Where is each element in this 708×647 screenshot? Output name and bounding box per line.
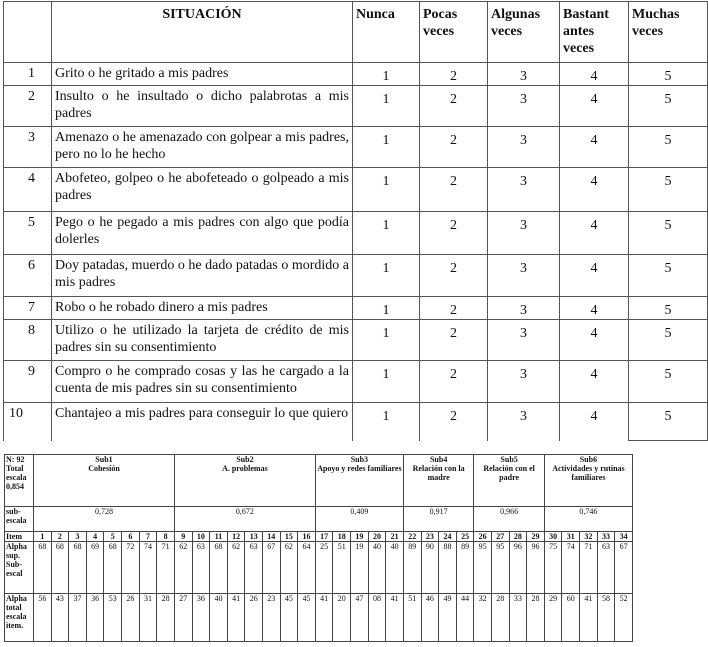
value-pocas-veces: 2	[420, 403, 488, 441]
item-number: 31	[562, 532, 580, 542]
alpha-total-value: 47	[351, 594, 369, 642]
item-number: 8	[157, 532, 175, 542]
item-number: 23	[421, 532, 439, 542]
subscale-description: Actividades y rutinas familiares	[552, 464, 625, 482]
reliability-table	[4, 454, 633, 642]
alpha-sup-value: 71	[580, 542, 598, 594]
alpha-total-value: 41	[227, 594, 245, 642]
item-number: 1	[34, 532, 52, 542]
situation-row	[4, 212, 708, 255]
value-nunca: 1	[353, 255, 420, 297]
value-algunas-veces: 3	[488, 320, 560, 361]
alpha-total-value: 28	[157, 594, 175, 642]
situation-row	[4, 361, 708, 403]
situation-text: Abofeteo, golpeo o he abofeteado o golpeado a mis padres	[52, 168, 353, 212]
subscale-alpha: 0,672	[174, 507, 315, 532]
subscale-description: A. problemas	[222, 464, 268, 473]
value-algunas-veces: 3	[488, 403, 560, 441]
alpha-sup-value: 74	[139, 542, 157, 594]
value-bastantes-veces: 4	[560, 86, 629, 127]
alpha-total-value: 60	[562, 594, 580, 642]
alpha-total-value: 51	[403, 594, 421, 642]
situation-text: Chantajeo a mis padres para conseguir lo que quiero	[52, 403, 353, 441]
alpha-total-value: 40	[210, 594, 228, 642]
value-muchas-veces: 5	[629, 255, 708, 297]
value-algunas-veces: 3	[488, 168, 560, 212]
value-bastantes-veces: 4	[560, 361, 629, 403]
alpha-total-value: 32	[474, 594, 492, 642]
situation-text: Insulto o he insultado o dicho palabrotas a mis padres	[52, 86, 353, 127]
item-number: 12	[227, 532, 245, 542]
situation-text: Pego o he pegado a mis padres con algo que podía dolerles	[52, 212, 353, 255]
alpha-total-value: 28	[527, 594, 545, 642]
item-label: Item	[5, 532, 34, 542]
alpha-sup-value: 89	[456, 542, 474, 594]
item-number: 16	[298, 532, 316, 542]
value-pocas-veces: 2	[420, 361, 488, 403]
item-number: 18	[333, 532, 351, 542]
alpha-total-value: 26	[122, 594, 140, 642]
alpha-total-value: 53	[104, 594, 122, 642]
alpha-sup-value: 40	[368, 542, 386, 594]
row-number: 5	[4, 212, 52, 255]
value-nunca: 1	[353, 168, 420, 212]
value-nunca: 1	[353, 297, 420, 320]
subscale-name: Sub5	[500, 455, 518, 464]
subscale-alpha: 0,728	[34, 507, 175, 532]
subscale-description: Cohesión	[88, 464, 120, 473]
alpha-total-value: 23	[263, 594, 281, 642]
alpha-sup-value: 63	[192, 542, 210, 594]
header-situacion: SITUACIÓN	[52, 2, 353, 63]
row-number: 7	[4, 297, 52, 320]
subscale-name: Sub2	[236, 455, 254, 464]
item-number: 2	[51, 532, 69, 542]
value-nunca: 1	[353, 212, 420, 255]
subscale-alpha: 0,746	[544, 507, 632, 532]
value-nunca: 1	[353, 127, 420, 168]
item-number: 14	[263, 532, 281, 542]
alpha-total-value: 37	[69, 594, 87, 642]
situation-text: Robo o he robado dinero a mis padres	[52, 297, 353, 320]
row-number: 8	[4, 320, 52, 361]
value-bastantes-veces: 4	[560, 403, 629, 441]
situation-row	[4, 86, 708, 127]
value-algunas-veces: 3	[488, 297, 560, 320]
alpha-sup-value: 69	[86, 542, 104, 594]
header-algunas-veces: Algunas veces	[488, 2, 560, 63]
alpha-total-value: 36	[192, 594, 210, 642]
alpha-sup-value: 68	[104, 542, 122, 594]
alpha-sup-value: 75	[544, 542, 562, 594]
alpha-total-row	[5, 594, 633, 642]
alpha-sup-value: 71	[157, 542, 175, 594]
value-nunca: 1	[353, 63, 420, 86]
row-number: 4	[4, 168, 52, 212]
subescala-label: sub- escala	[5, 507, 34, 532]
item-number: 4	[86, 532, 104, 542]
value-bastantes-veces: 4	[560, 127, 629, 168]
item-number: 34	[615, 532, 633, 542]
subscale-alpha: 0,917	[403, 507, 473, 532]
header-pocas-veces: Pocas veces	[420, 2, 488, 63]
subscale-header	[34, 455, 175, 507]
value-pocas-veces: 2	[420, 212, 488, 255]
situation-text: Amenazo o he amenazado con golpear a mis padres, pero no lo he hecho	[52, 127, 353, 168]
value-bastantes-veces: 4	[560, 63, 629, 86]
subscale-header	[474, 455, 544, 507]
value-pocas-veces: 2	[420, 63, 488, 86]
alpha-sup-value: 68	[34, 542, 52, 594]
alpha-total-value: 28	[491, 594, 509, 642]
alpha-sup-value: 63	[245, 542, 263, 594]
alpha-sup-value: 95	[491, 542, 509, 594]
item-number: 3	[69, 532, 87, 542]
alpha-sup-value: 68	[69, 542, 87, 594]
alpha-total-value: 43	[51, 594, 69, 642]
value-pocas-veces: 2	[420, 86, 488, 127]
alpha-sup-value: 67	[263, 542, 281, 594]
subscale-header	[174, 455, 315, 507]
situation-row	[4, 320, 708, 361]
alpha-total-value: 33	[509, 594, 527, 642]
subscale-name: Sub3	[350, 455, 369, 464]
row-number: 9	[4, 361, 52, 403]
item-number: 21	[386, 532, 404, 542]
subscale-alpha: 0,409	[315, 507, 403, 532]
value-muchas-veces: 5	[629, 127, 708, 168]
item-number: 32	[580, 532, 598, 542]
alpha-sup-value: 62	[280, 542, 298, 594]
alpha-sup-row	[5, 542, 633, 594]
value-muchas-veces: 5	[629, 403, 708, 441]
alpha-sup-value: 62	[227, 542, 245, 594]
subscale-alpha-row	[5, 507, 633, 532]
alpha-sup-value: 68	[210, 542, 228, 594]
item-number: 9	[174, 532, 192, 542]
value-muchas-veces: 5	[629, 212, 708, 255]
sample-total-label: N: 92 Total escala 0,854	[5, 455, 34, 507]
item-number: 10	[192, 532, 210, 542]
header-nunca: Nunca	[353, 2, 420, 63]
row-number: 2	[4, 86, 52, 127]
item-number: 33	[597, 532, 615, 542]
item-number: 24	[439, 532, 457, 542]
value-nunca: 1	[353, 86, 420, 127]
value-nunca: 1	[353, 403, 420, 441]
subscale-header	[544, 455, 632, 507]
subscale-header	[403, 455, 473, 507]
value-muchas-veces: 5	[629, 168, 708, 212]
alpha-total-value: 46	[421, 594, 439, 642]
alpha-total-value: 27	[174, 594, 192, 642]
value-muchas-veces: 5	[629, 63, 708, 86]
alpha-total-value: 44	[456, 594, 474, 642]
value-bastantes-veces: 4	[560, 212, 629, 255]
row-number: 10	[4, 403, 52, 441]
value-muchas-veces: 5	[629, 297, 708, 320]
alpha-sup-value: 96	[527, 542, 545, 594]
alpha-sup-value: 88	[439, 542, 457, 594]
alpha-total-label: Alpha total escala item.	[5, 594, 34, 642]
alpha-sup-value: 96	[509, 542, 527, 594]
alpha-sup-value: 25	[315, 542, 333, 594]
situation-row	[4, 63, 708, 86]
value-muchas-veces: 5	[629, 320, 708, 361]
alpha-total-value: 20	[333, 594, 351, 642]
item-number: 5	[104, 532, 122, 542]
value-muchas-veces: 5	[629, 361, 708, 403]
value-nunca: 1	[353, 320, 420, 361]
item-number: 27	[491, 532, 509, 542]
item-number: 11	[210, 532, 228, 542]
item-number: 7	[139, 532, 157, 542]
alpha-total-value: 41	[386, 594, 404, 642]
header-muchas-veces: Muchas veces	[629, 2, 708, 63]
situation-text: Utilizo o he utilizado la tarjeta de crédito de mis padres sin su consentimiento	[52, 320, 353, 361]
value-bastantes-veces: 4	[560, 297, 629, 320]
item-number: 20	[368, 532, 386, 542]
situation-row	[4, 297, 708, 320]
alpha-total-value: 45	[298, 594, 316, 642]
alpha-sup-value: 51	[333, 542, 351, 594]
alpha-sup-label: Alpha sup. Sub- escal	[5, 542, 34, 594]
alpha-sup-value: 64	[298, 542, 316, 594]
alpha-total-value: 08	[368, 594, 386, 642]
subscale-name: Sub1	[95, 455, 113, 464]
alpha-sup-value: 90	[421, 542, 439, 594]
item-number: 22	[403, 532, 421, 542]
value-algunas-veces: 3	[488, 212, 560, 255]
alpha-sup-value: 62	[174, 542, 192, 594]
alpha-sup-value: 74	[562, 542, 580, 594]
alpha-total-value: 58	[597, 594, 615, 642]
value-algunas-veces: 3	[488, 63, 560, 86]
alpha-total-value: 31	[139, 594, 157, 642]
item-number: 13	[245, 532, 263, 542]
alpha-sup-value: 95	[474, 542, 492, 594]
subscale-header	[315, 455, 403, 507]
alpha-total-value: 56	[34, 594, 52, 642]
item-number: 25	[456, 532, 474, 542]
alpha-total-value: 45	[280, 594, 298, 642]
value-bastantes-veces: 4	[560, 320, 629, 361]
item-number: 6	[122, 532, 140, 542]
value-algunas-veces: 3	[488, 127, 560, 168]
subscale-description: Relación con el padre	[483, 464, 535, 482]
subscale-description: Apoyo y redes familiares	[317, 464, 402, 473]
alpha-total-value: 26	[245, 594, 263, 642]
item-number: 30	[544, 532, 562, 542]
alpha-total-value: 41	[580, 594, 598, 642]
value-pocas-veces: 2	[420, 255, 488, 297]
alpha-total-value: 36	[86, 594, 104, 642]
value-bastantes-veces: 4	[560, 255, 629, 297]
subscale-description: Relación con la madre	[412, 464, 465, 482]
alpha-total-value: 41	[315, 594, 333, 642]
row-number: 6	[4, 255, 52, 297]
row-number: 1	[4, 63, 52, 86]
situations-table	[3, 1, 708, 441]
alpha-sup-value: 68	[51, 542, 69, 594]
value-muchas-veces: 5	[629, 86, 708, 127]
alpha-sup-value: 89	[403, 542, 421, 594]
situation-row	[4, 168, 708, 212]
value-pocas-veces: 2	[420, 320, 488, 361]
subscale-name: Sub6	[579, 455, 598, 464]
item-number: 26	[474, 532, 492, 542]
item-number: 29	[527, 532, 545, 542]
alpha-total-value: 29	[544, 594, 562, 642]
value-algunas-veces: 3	[488, 86, 560, 127]
item-number: 28	[509, 532, 527, 542]
item-row	[5, 532, 633, 542]
value-pocas-veces: 2	[420, 168, 488, 212]
situation-text: Compro o he comprado cosas y las he cargado a la cuenta de mis padres sin su consentimiento	[52, 361, 353, 403]
subscale-alpha: 0,966	[474, 507, 544, 532]
item-number: 15	[280, 532, 298, 542]
value-algunas-veces: 3	[488, 255, 560, 297]
header-row	[4, 2, 708, 63]
alpha-sup-value: 40	[386, 542, 404, 594]
subscale-header-row	[5, 455, 633, 507]
situation-row	[4, 403, 708, 441]
value-bastantes-veces: 4	[560, 168, 629, 212]
item-number: 17	[315, 532, 333, 542]
situation-row	[4, 127, 708, 168]
situation-text: Grito o he gritado a mis padres	[52, 63, 353, 86]
alpha-total-value: 49	[439, 594, 457, 642]
alpha-sup-value: 19	[351, 542, 369, 594]
alpha-sup-value: 72	[122, 542, 140, 594]
situation-text: Doy patadas, muerdo o he dado patadas o mordido a mis padres	[52, 255, 353, 297]
header-bastantes-veces: Bastant antes veces	[560, 2, 629, 63]
item-number: 19	[351, 532, 369, 542]
alpha-total-value: 52	[615, 594, 633, 642]
alpha-sup-value: 63	[597, 542, 615, 594]
subscale-name: Sub4	[429, 455, 448, 464]
value-pocas-veces: 2	[420, 297, 488, 320]
situation-row	[4, 255, 708, 297]
row-number: 3	[4, 127, 52, 168]
value-pocas-veces: 2	[420, 127, 488, 168]
value-nunca: 1	[353, 361, 420, 403]
value-algunas-veces: 3	[488, 361, 560, 403]
header-empty	[4, 2, 52, 63]
alpha-sup-value: 67	[615, 542, 633, 594]
